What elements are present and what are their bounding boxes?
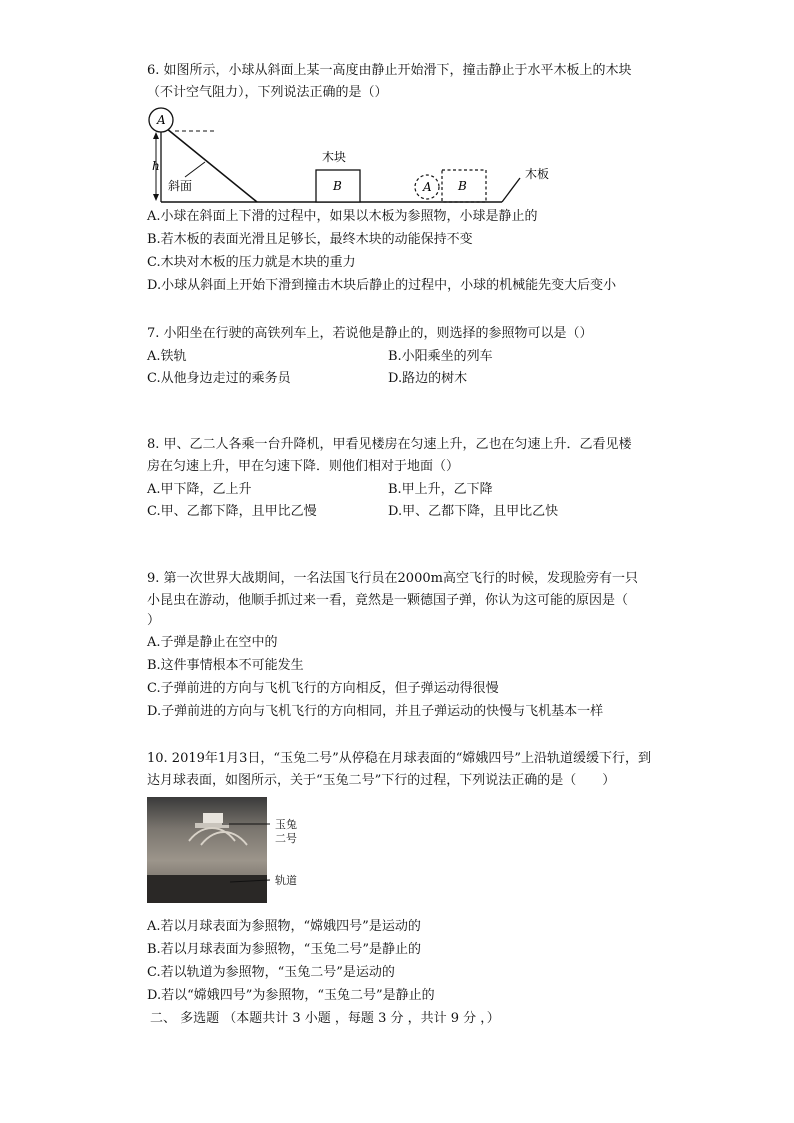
height-label: h [152, 159, 160, 173]
q10-option-d: D.若以“嫦娥四号”为参照物，“玉兔二号”是静止的 [147, 988, 435, 1003]
rover-label-line-2: 二号 [275, 832, 297, 845]
section-2-heading: 二、 多选题 （本题共计 3 小题 ，每题 3 分 ，共计 9 分 ，） [150, 1011, 500, 1026]
q8-stem-line-2: 房在匀速上升，甲在匀速下降．则他们相对于地面（） [147, 459, 460, 474]
q9-stem-line-2: 小昆虫在游动，他顺手抓过来一看，竟然是一颗德国子弹，你认为这可能的原因是（ [147, 593, 629, 608]
ball-a-top-label: A [157, 113, 166, 127]
photo-callouts [220, 812, 280, 892]
track-label: 轨道 [275, 874, 297, 887]
q6-option-c: C.木块对木板的压力就是木块的重力 [147, 255, 356, 270]
q10-option-c: C.若以轨道为参照物，“玉兔二号”是运动的 [147, 965, 395, 980]
height-arrow-down [153, 194, 159, 201]
board-label: 木板 [525, 167, 550, 181]
q6-option-b: B.若木板的表面光滑且足够长，最终木块的动能保持不变 [147, 232, 473, 247]
q8-option-a: A.甲下降，乙上升 [147, 482, 252, 497]
q9-stem-line-3: ） [147, 613, 161, 628]
q6-diagram [140, 104, 560, 208]
q8-stem-line-1: 8. 甲、乙二人各乘一台升降机，甲看见楼房在匀速上升，乙也在匀速上升．乙看见楼 [147, 437, 632, 452]
q9-option-c: C.子弹前进的方向与飞机飞行的方向相反，但子弹运动得很慢 [147, 681, 499, 696]
q8-option-c: C.甲、乙都下降，且甲比乙慢 [147, 504, 317, 519]
q6-stem-line-1: 6. 如图所示，小球从斜面上某一高度由静止开始滑下，撞击静止于水平木板上的木块 [147, 63, 632, 78]
ball-a-final-label: A [423, 180, 432, 194]
q6-option-a: A.小球在斜面上下滑的过程中，如果以木板为参照物，小球是静止的 [147, 209, 538, 224]
q10-option-a: A.若以月球表面为参照物，“嫦娥四号”是运动的 [147, 919, 421, 934]
height-arrow-up [153, 132, 159, 139]
q9-option-a: A.子弹是静止在空中的 [147, 635, 278, 650]
block-b-label: B [333, 179, 342, 193]
block-b-final-label: B [458, 179, 467, 193]
slope-label: 斜面 [168, 179, 193, 193]
q7-option-d: D.路边的树木 [388, 371, 468, 386]
slope-pointer [185, 162, 205, 177]
track-callout-line [230, 880, 270, 882]
q9-option-d: D.子弹前进的方向与飞机飞行的方向相同，并且子弹运动的快慢与飞机基本一样 [147, 704, 604, 719]
q9-stem-line-1: 9. 第一次世界大战期间，一名法国飞行员在2000m高空飞行的时候，发现脸旁有一只 [147, 571, 638, 586]
board-end [502, 178, 520, 202]
q7-option-a: A.铁轨 [147, 349, 187, 364]
q10-option-b: B.若以月球表面为参照物，“玉兔二号”是静止的 [147, 942, 421, 957]
q6-stem-line-2: （不计空气阻力），下列说法正确的是（） [147, 85, 388, 100]
block-caption: 木块 [322, 150, 347, 164]
q10-stem-line-2: 达月球表面，如图所示，关于“玉兔二号”下行的过程，下列说法正确的是（ ） [147, 773, 616, 788]
q9-option-b: B.这件事情根本不可能发生 [147, 658, 304, 673]
rover-label-line-1: 玉兔 [275, 818, 297, 831]
q7-option-c: C.从他身边走过的乘务员 [147, 371, 291, 386]
q8-option-b: B.甲上升，乙下降 [388, 482, 493, 497]
q10-stem-line-1: 10. 2019年1月3日，“玉兔二号”从停稳在月球表面的“嫦娥四号”上沿轨道缓缓下行，到 [147, 751, 652, 766]
q8-option-d: D.甲、乙都下降，且甲比乙快 [388, 504, 559, 519]
q7-stem: 7. 小阳坐在行驶的高铁列车上，若说他是静止的，则选择的参照物可以是（） [147, 326, 593, 341]
q6-option-d: D.小球从斜面上开始下滑到撞击木块后静止的过程中，小球的机械能先变大后变小 [147, 278, 617, 293]
q7-option-b: B.小阳乘坐的列车 [388, 349, 493, 364]
